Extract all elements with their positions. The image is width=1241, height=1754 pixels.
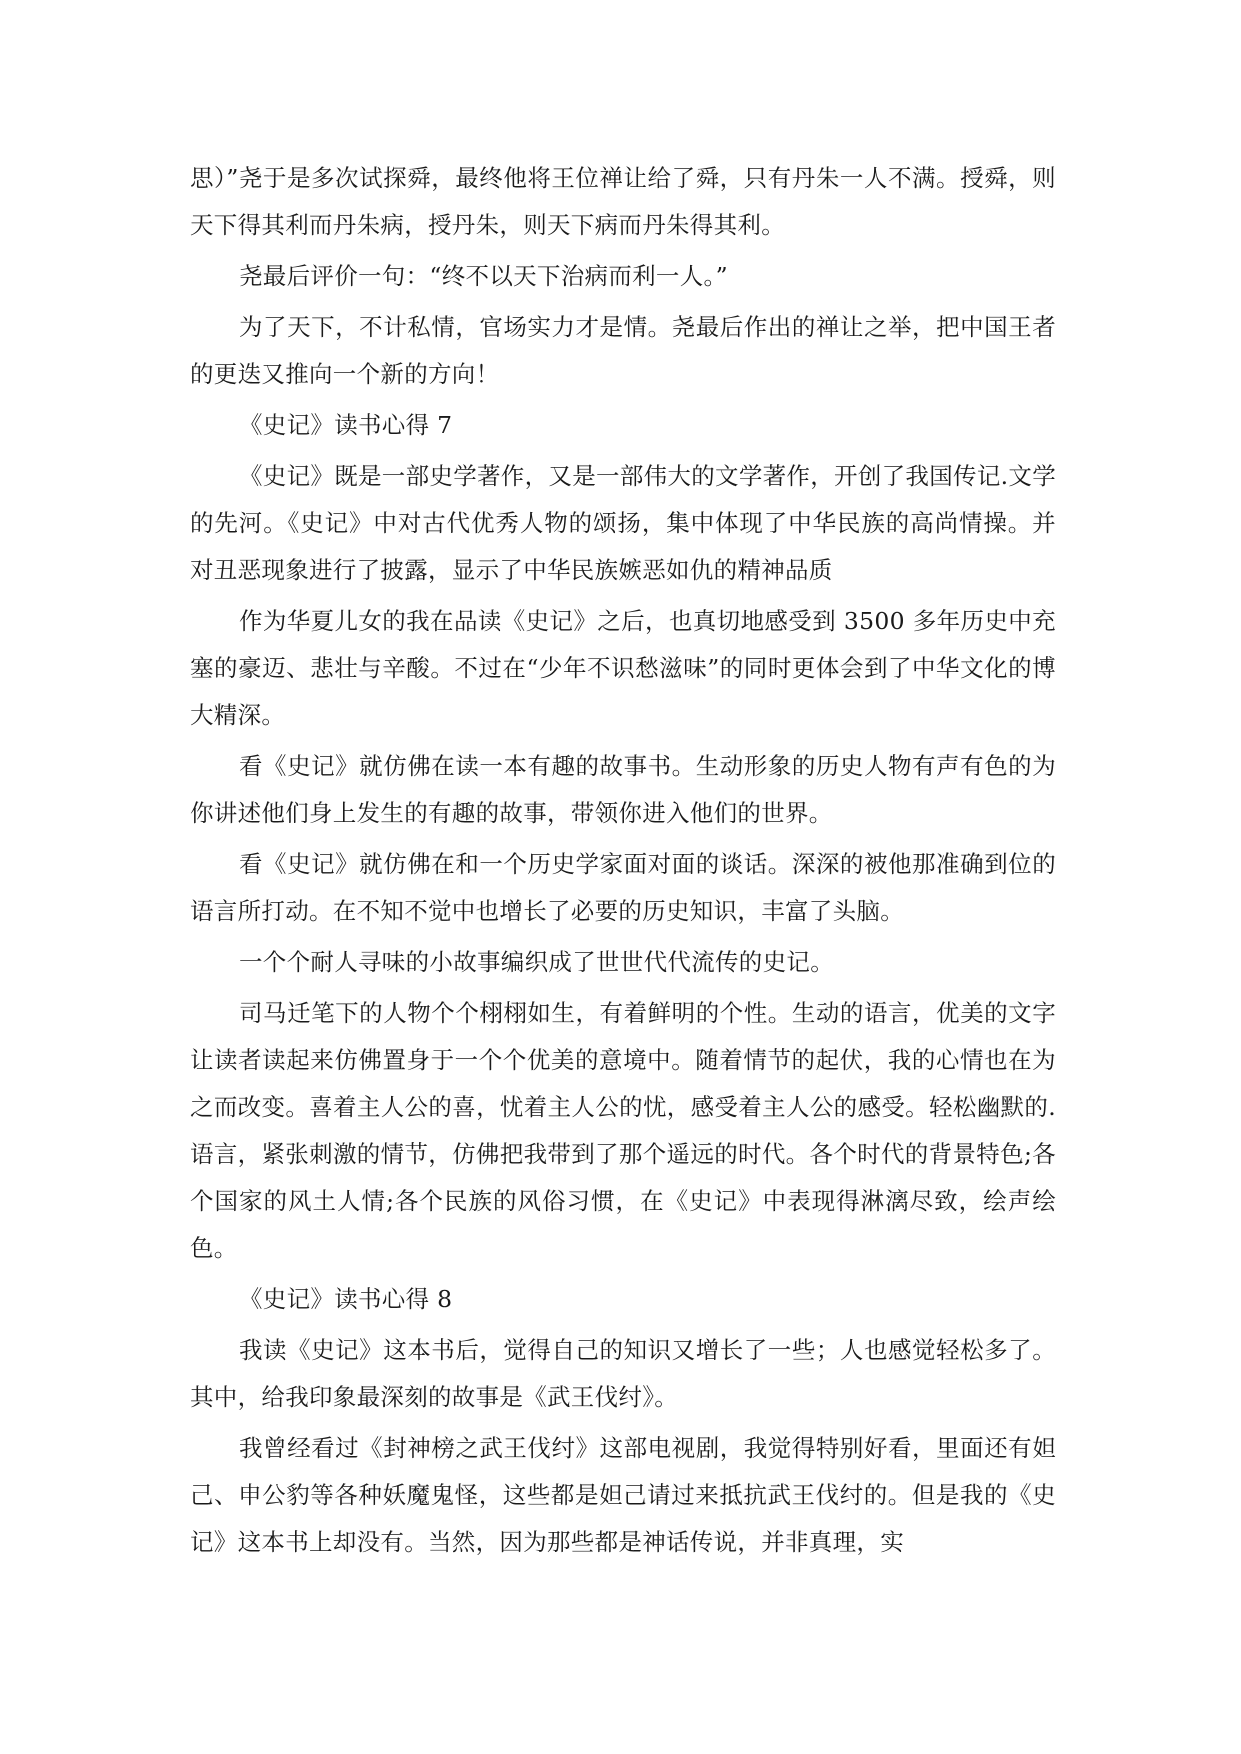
- paragraph-knowledge: 我读《史记》这本书后，觉得自己的知识又增长了一些；人也感觉轻松多了。其中，给我印象最深刻的故事是《武王伐纣》。: [190, 1336, 1056, 1411]
- paragraph-sima-qian: 司马迁笔下的人物个个栩栩如生，有着鲜明的个性。生动的语言，优美的文字让读者读起来仿佛置身于一个个优美的意境中。随着情节的起伏，我的心情也在为之而改变。喜着主人公的喜，忧着主人公的忧，感受着主人公的感受。轻松幽默的.语言，紧张刺激的情节，仿佛把我带到了那个遥远的时代。各个时代的背景特色;各个国家的风土人情;各个民族的风俗习惯，在《史记》中表现得淋漓尽致，绘声绘色。: [190, 999, 1056, 1262]
- document-body: [190, 155, 1056, 1570]
- paragraph-yao-comment: 尧最后评价一句：“终不以天下治病而利一人。”: [239, 262, 728, 290]
- section-heading-7: 《史记》读书心得 7: [239, 411, 453, 439]
- paragraph-continued: 思）”尧于是多次试探舜，最终他将王位禅让给了舜，只有丹朱一人不满。授舜，则天下得其利而丹朱病，授丹朱，则天下病而丹朱得其利。: [190, 164, 1056, 239]
- section-heading-8: 《史记》读书心得 8: [239, 1285, 453, 1313]
- paragraph-yao-abdication: 为了天下，不计私情，官场实力才是情。尧最后作出的禅让之举，把中国王者的更迭又推向一个新的方向！: [190, 313, 1056, 388]
- paragraph-shiji-intro: 《史记》既是一部史学著作，又是一部伟大的文学著作，开创了我国传记.文学的先河。《史记》中对古代优秀人物的颂扬，集中体现了中华民族的高尚情操。并对丑恶现象进行了披露，显示了中华民族嫉恶如仇的精神品质: [190, 462, 1056, 584]
- paragraph-reading-feeling: 作为华夏儿女的我在品读《史记》之后，也真切地感受到 3500 多年历史中充塞的豪迈、悲壮与辛酸。不过在“少年不识愁滋味”的同时更体会到了中华文化的博大精深。: [190, 607, 1056, 729]
- paragraph-historian-talk: 看《史记》就仿佛在和一个历史学家面对面的谈话。深深的被他那准确到位的语言所打动。在不知不觉中也增长了必要的历史知识，丰富了头脑。: [190, 850, 1056, 925]
- paragraph-story-book: 看《史记》就仿佛在读一本有趣的故事书。生动形象的历史人物有声有色的为你讲述他们身上发生的有趣的故事，带领你进入他们的世界。: [190, 752, 1056, 827]
- paragraph-small-stories: 一个个耐人寻味的小故事编织成了世世代代流传的史记。: [239, 948, 834, 976]
- paragraph-fengshen: 我曾经看过《封神榜之武王伐纣》这部电视剧，我觉得特别好看，里面还有妲己、申公豹等各种妖魔鬼怪，这些都是妲己请过来抵抗武王伐纣的。但是我的《史记》这本书上却没有。当然，因为那些都是神话传说，并非真理，实: [190, 1434, 1056, 1556]
